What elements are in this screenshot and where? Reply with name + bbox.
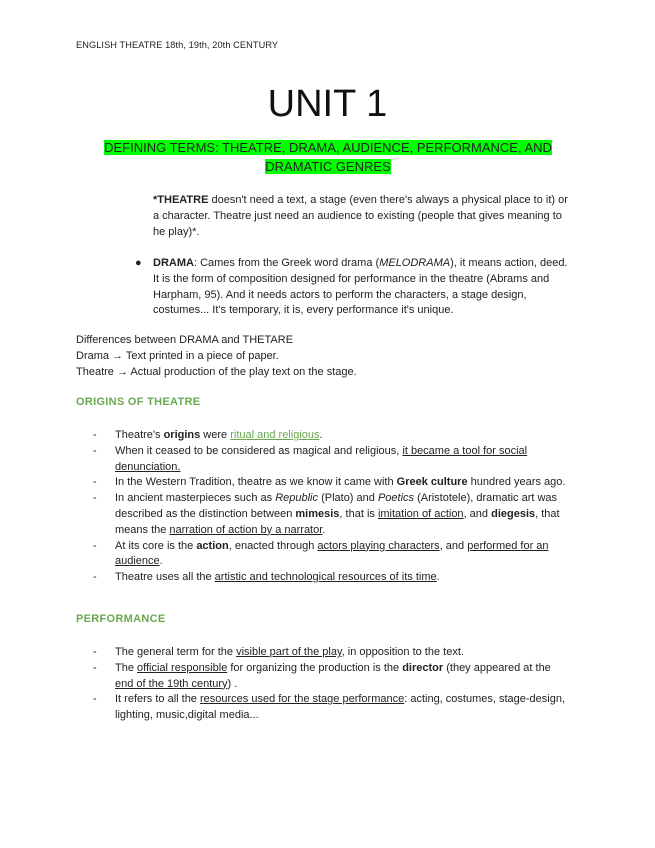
bold-text: mimesis bbox=[295, 507, 340, 520]
text: In ancient masterpieces such as bbox=[115, 492, 276, 505]
text: In the Western Tradition, theatre as we know it came with bbox=[115, 476, 397, 489]
text: . bbox=[322, 523, 326, 536]
origins-list bbox=[0, 428, 655, 586]
drama-term: DRAMA bbox=[153, 257, 194, 269]
text: , that means the bbox=[115, 507, 560, 536]
dash-mark: - bbox=[93, 476, 97, 489]
list-item bbox=[0, 570, 570, 586]
text: , and bbox=[463, 507, 492, 520]
underlined-text: imitation of action bbox=[377, 507, 464, 520]
bold-text: action bbox=[196, 539, 229, 552]
theatre-text: doesn't need a text, a stage (even there's always a physical place to it) or a character. Theatre just need an audience to existing (people that gives meaning to he play)*. bbox=[153, 194, 568, 238]
text: . bbox=[319, 429, 323, 441]
dash-mark: - bbox=[93, 444, 97, 457]
list-item bbox=[0, 428, 570, 444]
list-item bbox=[0, 645, 570, 661]
dash-mark: - bbox=[93, 571, 97, 584]
underlined-text: narration of action by a narrator bbox=[169, 523, 323, 536]
text: . bbox=[436, 571, 440, 584]
text: , enacted through bbox=[228, 539, 318, 552]
text: , in opposition to the text. bbox=[341, 646, 464, 658]
performance-heading: PERFORMANCE bbox=[76, 613, 166, 625]
list-item bbox=[0, 491, 570, 538]
theatre-definition bbox=[153, 193, 573, 240]
underlined-text: official responsible bbox=[137, 661, 228, 674]
bold-text: Greek culture bbox=[396, 476, 468, 489]
text: At its core is the bbox=[115, 539, 197, 552]
list-item bbox=[0, 444, 570, 476]
text: When it ceased to be considered as magical and religious, bbox=[115, 444, 403, 457]
document-header: ENGLISH THEATRE 18th, 19th, 20th CENTURY bbox=[76, 40, 279, 50]
underlined-text: visible part of the play bbox=[236, 646, 342, 658]
underlined-text: end of the 19th century bbox=[115, 677, 228, 690]
text: hundred years ago. bbox=[467, 476, 566, 489]
text: . bbox=[159, 555, 163, 568]
performance-list bbox=[0, 645, 655, 724]
text: Theatre's bbox=[115, 429, 164, 441]
differences-line-1: Differences between DRAMA and THETARE bbox=[76, 334, 294, 346]
subtitle-highlight: DEFINING TERMS: THEATRE, DRAMA, AUDIENCE, PERFORMANCE, AND DRAMATIC GENRES bbox=[104, 140, 552, 174]
list-item bbox=[0, 475, 570, 491]
bold-text: origins bbox=[163, 429, 201, 441]
underlined-text: resources used for the stage performance bbox=[199, 693, 405, 706]
text: It refers to all the bbox=[115, 693, 200, 706]
page-title: UNIT 1 bbox=[267, 83, 388, 125]
differences-line-2: Drama → Text printed in a piece of paper. bbox=[76, 349, 279, 362]
differences-line-3: Theatre → Actual production of the play text on the stage. bbox=[76, 365, 357, 378]
subtitle bbox=[80, 139, 576, 176]
text: (Aristotele), dramatic art was described as the distinction between bbox=[115, 492, 558, 520]
origins-heading: ORIGINS OF THEATRE bbox=[76, 396, 201, 408]
italic-text: Republic bbox=[275, 492, 319, 505]
drama-text-1: : Cames from the Greek word drama ( bbox=[193, 257, 380, 269]
text: Theatre uses all the bbox=[115, 571, 215, 584]
bold-text: diegesis bbox=[491, 507, 536, 520]
dash-mark: - bbox=[93, 429, 97, 441]
dash-mark: - bbox=[93, 646, 97, 658]
drama-definition bbox=[153, 256, 573, 319]
list-item bbox=[0, 539, 570, 571]
underlined-text: artistic and technological resources of its time bbox=[214, 571, 437, 584]
underlined-text: actors playing characters bbox=[317, 539, 440, 552]
underlined-text: performed for an audience bbox=[115, 539, 549, 568]
drama-em: MELODRAMA bbox=[379, 257, 451, 269]
text: were bbox=[200, 429, 231, 441]
dash-mark: - bbox=[93, 539, 97, 552]
list-item bbox=[0, 692, 570, 724]
list-item bbox=[0, 661, 570, 693]
underlined-text: it became a tool for social denunciation. bbox=[115, 444, 528, 473]
dash-mark: - bbox=[93, 693, 97, 706]
text: for organizing the production is the bbox=[227, 661, 403, 674]
text: , that is bbox=[339, 507, 378, 520]
highlight-text: ritual and religious bbox=[230, 429, 320, 441]
text: The general term for the bbox=[115, 646, 237, 658]
dash-mark: - bbox=[93, 492, 97, 505]
drama-text-2: ), it means action, deed. It is the form of composition designed for performance in the theatre (Abrams and Harpham, 95). And it needs actors to perform the characters, a stage design, costumes... It's temporary, it is, every performance it's unique. bbox=[153, 257, 568, 317]
bullet-icon: ● bbox=[135, 257, 142, 269]
differences-block bbox=[76, 333, 576, 380]
text: ) . bbox=[227, 677, 238, 690]
text: , and bbox=[439, 539, 468, 552]
dash-mark: - bbox=[93, 661, 97, 674]
text: : acting, costumes, stage-design, lighting, music,digital media... bbox=[115, 693, 566, 722]
theatre-term: *THEATRE bbox=[153, 194, 209, 206]
bold-text: director bbox=[402, 661, 444, 674]
text: (they appeared at the bbox=[443, 661, 551, 674]
text: The bbox=[115, 661, 138, 674]
italic-text: Poetics bbox=[377, 492, 415, 505]
text: (Plato) and bbox=[318, 492, 378, 505]
